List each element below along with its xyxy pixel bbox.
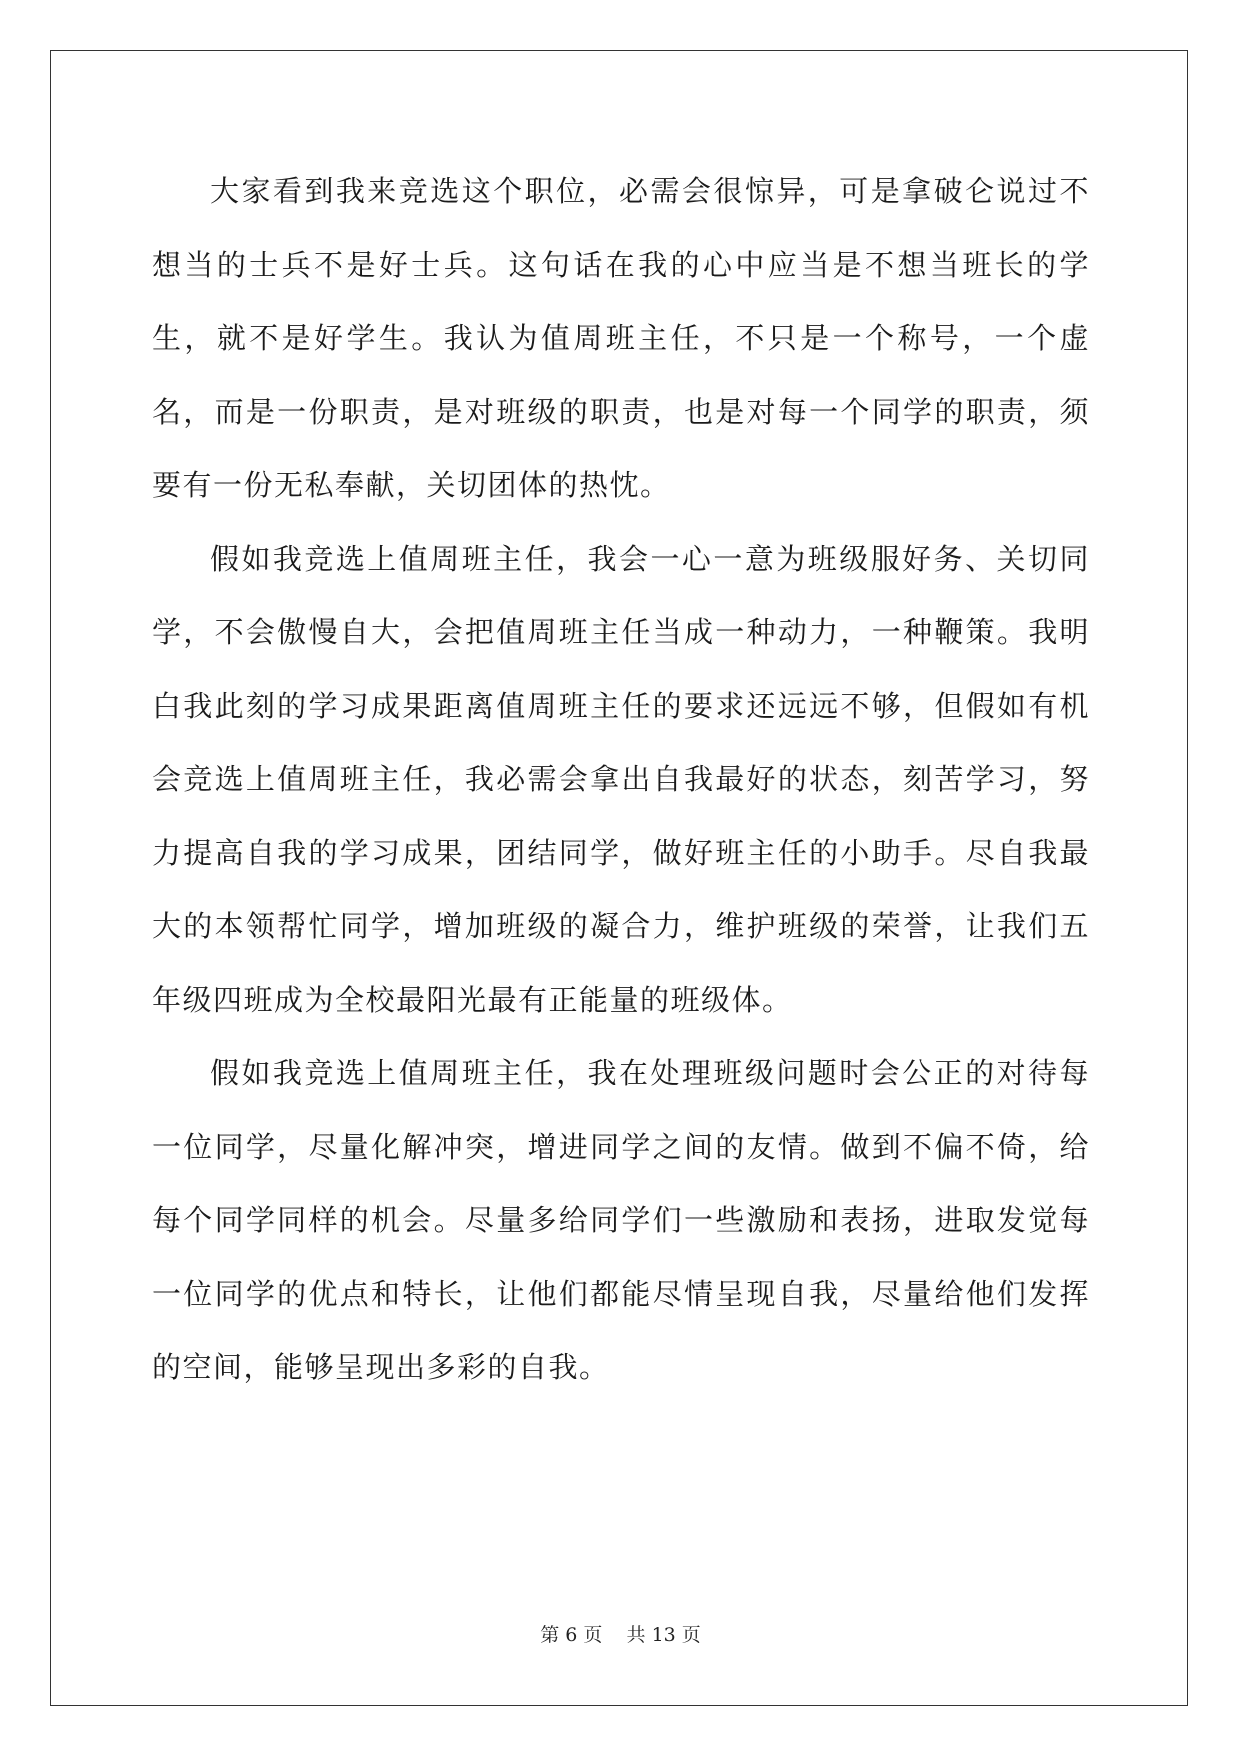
page-footer bbox=[0, 1620, 1241, 1647]
paragraph-1: 大家看到我来竞选这个职位，必需会很惊异，可是拿破仑说过不想当的士兵不是好士兵。这句话在我的心中应当是不想当班长的学生，就不是好学生。我认为值周班主任，不只是一个称号，一个虚名，而是一份职责，是对班级的职责，也是对每一个同学的职责，须要有一份无私奉献，关切团体的热忱。 bbox=[152, 174, 1090, 502]
page-number: 第 6 页 bbox=[540, 1624, 603, 1646]
document-body bbox=[152, 155, 1090, 1405]
paragraph-2: 假如我竞选上值周班主任，我会一心一意为班级服好务、关切同学，不会傲慢自大，会把值周班主任当成一种动力，一种鞭策。我明白我此刻的学习成果距离值周班主任的要求还远远不够，但假如有机会竞选上值周班主任，我必需会拿出自我最好的状态，刻苦学习，努力提高自我的学习成果，团结同学，做好班主任的小助手。尽自我最大的本领帮忙同学，增加班级的凝合力，维护班级的荣誉，让我们五年级四班成为全校最阳光最有正能量的班级体。 bbox=[152, 541, 1090, 1017]
paragraph-3: 假如我竞选上值周班主任，我在处理班级问题时会公正的对待每一位同学，尽量化解冲突，增进同学之间的友情。做到不偏不倚，给每个同学同样的机会。尽量多给同学们一些激励和表扬，进取发觉每一位同学的优点和特长，让他们都能尽情呈现自我，尽量给他们发挥的空间，能够呈现出多彩的自我。 bbox=[152, 1056, 1090, 1384]
page-total: 共 13 页 bbox=[626, 1624, 701, 1646]
